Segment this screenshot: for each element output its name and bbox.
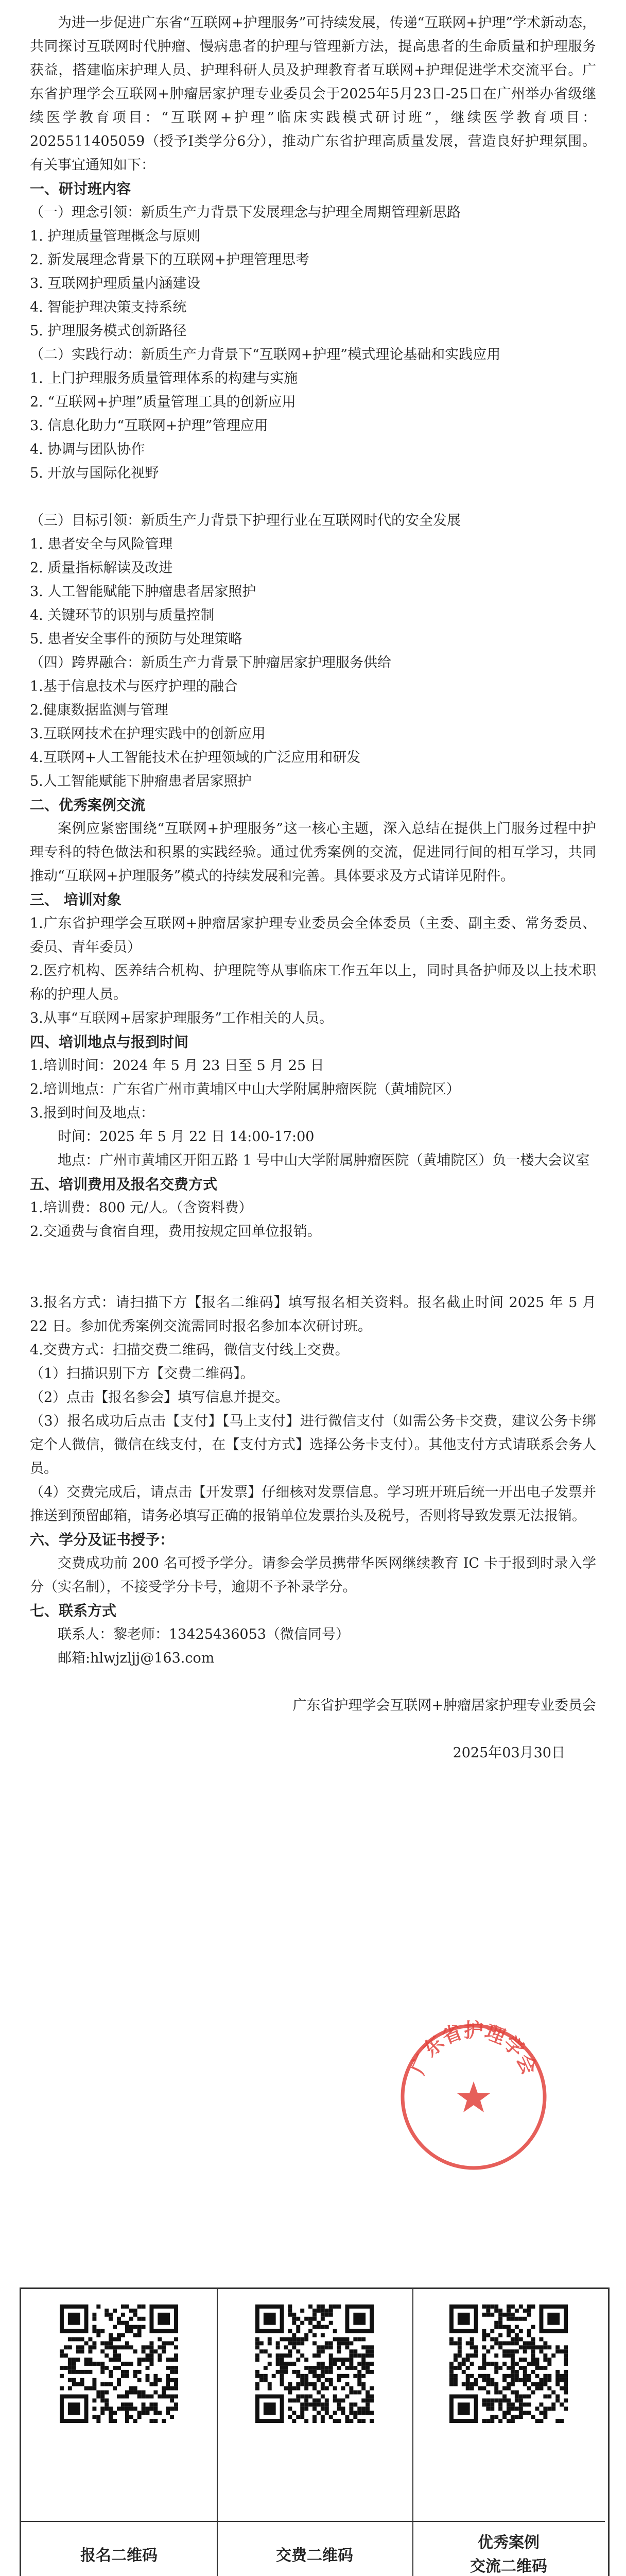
list-item: （3）报名成功后点击【支付】【马上支付】进行微信支付（如需公务卡交费，建议公务卡绑定个人微信，微信在线支付，在【支付方式】选择公务卡支付）。其他支付方式请联系会务人员。	[30, 1413, 596, 1477]
qr-code-case[interactable]	[449, 2304, 568, 2423]
qr-label-line2: 交流二维码	[470, 2557, 547, 2575]
list-item: 1.基于信息技术与医疗护理的融合	[30, 679, 238, 694]
section-heading-7: 七、联系方式	[30, 1602, 117, 1619]
contact-email: 邮箱:hlwjzljj@163.com	[58, 1650, 215, 1666]
list-item: 5. 患者安全事件的预防与处理策略	[30, 631, 242, 647]
sub-heading: （一）理念引领：新质生产力背景下发展理念与护理全周期管理新思路	[30, 205, 461, 221]
qr-code-payment[interactable]	[255, 2304, 374, 2423]
qr-label: 优秀案例	[478, 2534, 540, 2552]
list-item: 3. 人工智能赋能下肿瘤患者居家照护	[30, 584, 256, 600]
list-item: 3. 互联网护理质量内涵建设	[30, 276, 201, 292]
list-item: 2.培训地点：广东省广州市黄埔区中山大学附属肿瘤医院（黄埔院区）	[30, 1081, 460, 1097]
section-heading-6: 六、学分及证书授予：	[30, 1531, 175, 1548]
section-heading-3: 三、 培训对象	[30, 891, 121, 908]
issuer: 广东省护理学会互联网+肿瘤居家护理专业委员会	[292, 1698, 596, 1714]
qr-cell-payment	[217, 2289, 413, 2576]
list-item: 1. 护理质量管理概念与原则	[30, 228, 201, 244]
sub-heading: （二）实践行动：新质生产力背景下“互联网+护理”模式理论基础和实践应用	[30, 347, 501, 363]
section-heading-4: 四、培训地点与报到时间	[30, 1033, 189, 1050]
list-item: （2）点击【报名参会】填写信息并提交。	[30, 1389, 289, 1405]
qr-label: 报名二维码	[80, 2547, 158, 2565]
list-item: 5.人工智能赋能下肿瘤患者居家照护	[30, 773, 252, 789]
list-item: 3.互联网技术在护理实践中的创新应用	[30, 726, 266, 742]
list-item: 1. 上门护理服务质量管理体系的构建与实施	[30, 370, 298, 386]
list-item: 2.医疗机构、医养结合机构、护理院等从事临床工作五年以上，同时具备护师及以上技术职称的护理人员。	[30, 963, 596, 1003]
contact-person: 联系人：黎老师：13425436053（微信同号）	[58, 1626, 350, 1642]
official-seal	[396, 2020, 551, 2174]
qr-code-registration[interactable]	[60, 2304, 178, 2423]
list-item: 3.从事“互联网+居家护理服务”工作相关的人员。	[30, 1010, 333, 1026]
section-heading-1: 一、研讨班内容	[30, 180, 131, 197]
list-item: 2.健康数据监测与管理	[30, 702, 168, 718]
list-item: 4. 关键环节的识别与质量控制	[30, 607, 215, 623]
notice-body	[30, 11, 596, 1765]
issue-date: 2025年03月30日	[453, 1745, 565, 1761]
list-item: 5. 开放与国际化视野	[30, 465, 159, 481]
list-item: （1）扫描识别下方【交费二维码】。	[30, 1366, 254, 1382]
qr-label: 交费二维码	[276, 2547, 353, 2565]
svg-text:广东省护理学会	[406, 2020, 541, 2078]
section-heading-2: 二、优秀案例交流	[30, 796, 146, 814]
list-item: 3. 信息化助力“互联网+护理”管理应用	[30, 418, 268, 434]
list-item: 1.培训费：800 元/人。（含资料费）	[30, 1200, 253, 1216]
qr-code-table	[20, 2287, 610, 2576]
paragraph: 交费成功前 200 名可授予学分。请参会学员携带华医网继续教育 IC 卡于报到时录入学分（实名制），不接受学分卡号，逾期不予补录学分。	[30, 1555, 596, 1595]
list-item: 3.报名方式：请扫描下方【报名二维码】填写报名相关资料。报名截止时间 2025 年 5 月 22 日。参加优秀案例交流需同时报名参加本次研讨班。	[30, 1295, 596, 1334]
list-item: 2. 质量指标解读及改进	[30, 560, 173, 576]
intro-paragraph: 为进一步促进广东省“互联网+护理服务”可持续发展，传递“互联网+护理”学术新动态，共同探讨互联网时代肿瘤、慢病患者的护理与管理新方法，提高患者的生命质量和护理服务获益，搭建临床护理人员、护理科研人员及护理教育者互联网+护理促进学术交流平台。广东省护理学会互联网+肿瘤居家护理专业委员会于2025年5月23日-25日在广州举办省级继续医学教育项目：“互联网+护理”临床实践模式研讨班”，继续医学教育项目：2025511405059（授予Ⅰ类学分6分），推动广东省护理高质量发展，营造良好护理氛围。有关事宜通知如下：	[30, 15, 596, 173]
list-item: （4）交费完成后，请点击【开发票】仔细核对发票信息。学习班开班后统一开出电子发票并推送到预留邮箱，请务必填写正确的报销单位发票抬头及税号，否则将导致发票无法报销。	[30, 1484, 596, 1524]
list-item: 5. 护理服务模式创新路径	[30, 323, 187, 339]
list-item: 4.交费方式：扫描交费二维码，微信支付线上交费。	[30, 1342, 349, 1358]
sub-heading: （三）目标引领：新质生产力背景下护理行业在互联网时代的安全发展	[30, 513, 461, 529]
list-item: 3.报到时间及地点：	[30, 1105, 154, 1121]
list-item: 4.互联网+人工智能技术在护理领域的广泛应用和研发	[30, 750, 361, 766]
section-heading-5: 五、培训费用及报名交费方式	[30, 1176, 218, 1193]
qr-cell-registration	[21, 2289, 218, 2576]
seal-text: 广东省护理学会	[406, 2020, 541, 2078]
list-item: 2. 新发展理念背景下的互联网+护理管理思考	[30, 252, 309, 268]
list-item: 2. “互联网+护理”质量管理工具的创新应用	[30, 394, 296, 410]
paragraph: 案例应紧密围绕“互联网+护理服务”这一核心主题，深入总结在提供上门服务过程中护理专科的特色做法和积累的实践经验。通过优秀案例的交流，促进同行间的相互学习，共同推动“互联网+护理服务”模式的持续发展和完善。具体要求及方式请详见附件。	[30, 821, 596, 884]
report-time: 时间：2025 年 5 月 22 日 14:00-17:00	[58, 1129, 315, 1145]
sub-heading: （四）跨界融合：新质生产力背景下肿瘤居家护理服务供给	[30, 655, 391, 671]
list-item: 1.培训时间：2024 年 5 月 23 日至 5 月 25 日	[30, 1058, 324, 1074]
list-item: 4. 协调与团队协作	[30, 442, 145, 457]
list-item: 2.交通费与食宿自理，费用按规定回单位报销。	[30, 1224, 321, 1240]
report-place: 地点：广州市黄埔区开阳五路 1 号中山大学附属肿瘤医院（黄埔院区）负一楼大会议室	[58, 1153, 590, 1168]
qr-cell-case	[412, 2289, 605, 2576]
list-item: 4. 智能护理决策支持系统	[30, 299, 187, 315]
list-item: 1.广东省护理学会互联网+肿瘤居家护理专业委员会全体委员（主委、副主委、常务委员、委员、青年委员）	[30, 916, 596, 955]
list-item: 1. 患者安全与风险管理	[30, 536, 173, 552]
